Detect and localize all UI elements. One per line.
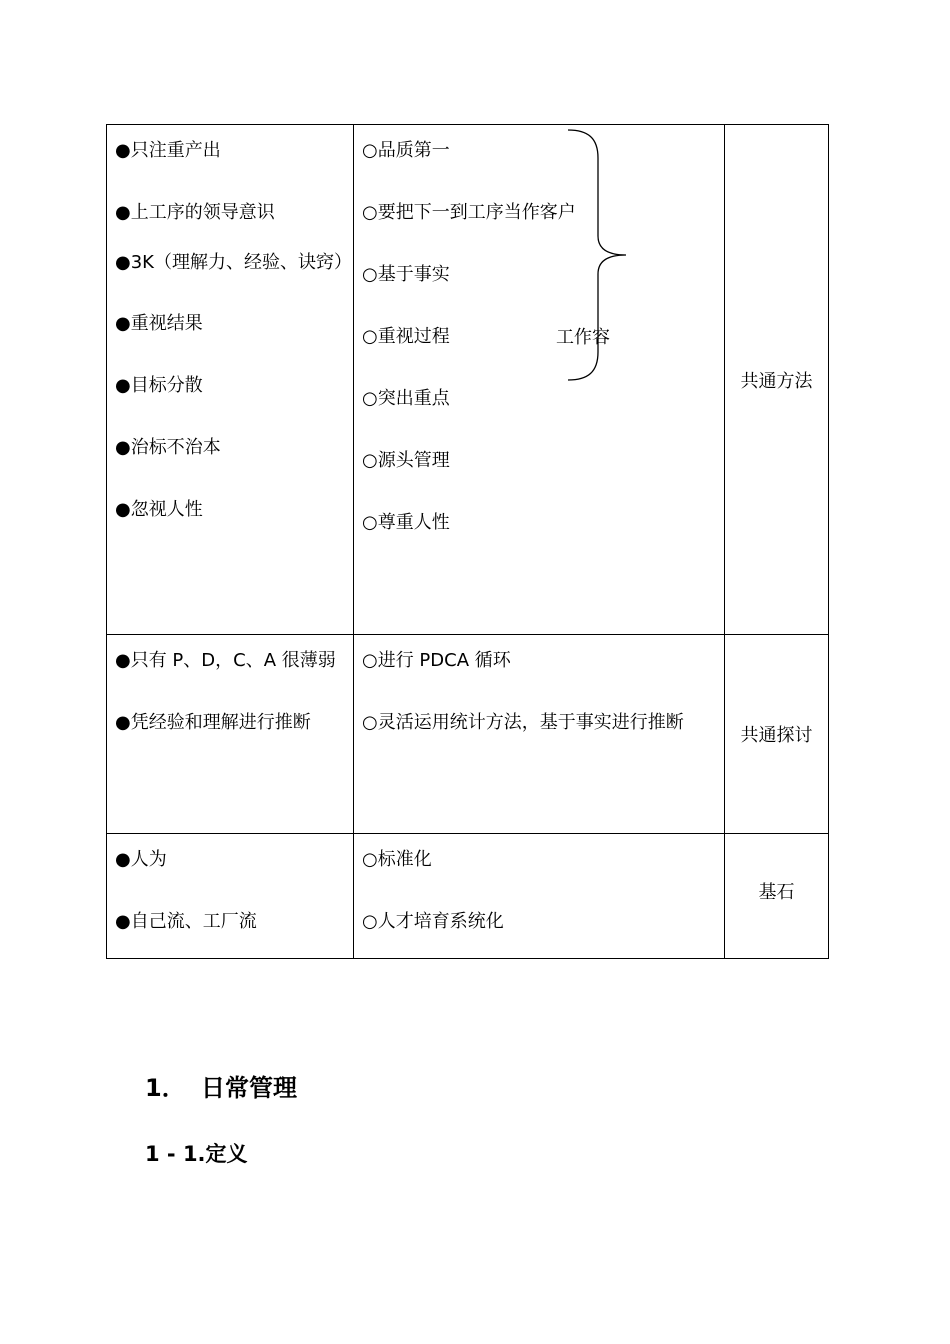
list-item	[115, 251, 352, 275]
table-cell-category: 共通方法	[725, 125, 829, 635]
list-item: ○重视过程	[362, 326, 450, 347]
list-item	[115, 649, 347, 673]
table-cell-problems	[107, 834, 354, 959]
table-cell-category: 基石	[725, 834, 829, 959]
table-row	[107, 635, 829, 834]
table-cell-problems	[107, 125, 354, 635]
list-item: ●重视结果	[115, 313, 203, 334]
list-item: ●凭经验和理解进行推断	[115, 712, 311, 733]
list-item: ●自己流、工厂流	[115, 911, 257, 932]
list-item: ○标准化	[362, 849, 432, 870]
list-item: ●目标分散	[115, 375, 203, 396]
section-title: 日常管理	[201, 1074, 297, 1102]
table-cell-solutions	[354, 125, 725, 635]
table-cell-category: 共通探讨	[725, 635, 829, 834]
section-heading	[145, 1072, 297, 1104]
list-item: ●忽视人性	[115, 499, 203, 520]
list-item: ●上工序的领导意识	[115, 202, 275, 223]
section-number: 1．	[145, 1074, 186, 1102]
list-item: ●人为	[115, 849, 167, 870]
comparison-table	[106, 124, 829, 959]
table-row	[107, 125, 829, 635]
list-item-text: ●只有 P、D，C、A 很薄弱	[115, 650, 336, 671]
table-row	[107, 834, 829, 959]
list-item: ●治标不治本	[115, 437, 221, 458]
subsection-heading: 1 - 1.定义	[145, 1142, 248, 1166]
list-item: ○进行 PDCA 循环	[362, 650, 511, 671]
list-item: ○人才培育系统化	[362, 911, 504, 932]
list-item: ○要把下一到工序当作客户	[362, 202, 576, 223]
list-item: ○源头管理	[362, 450, 450, 471]
table-cell-solutions	[354, 635, 725, 834]
list-item: ○品质第一	[362, 140, 450, 161]
list-item-text: ●3K（理解力、经验、诀窍）	[115, 252, 352, 273]
list-item: ○基于事实	[362, 264, 450, 285]
table-cell-problems	[107, 635, 354, 834]
brace-label: 工作容	[556, 327, 610, 348]
list-item: ○灵活运用统计方法，基于事实进行推断	[362, 712, 684, 733]
table-cell-solutions	[354, 834, 725, 959]
list-item: ○尊重人性	[362, 512, 450, 533]
list-item: ○突出重点	[362, 388, 450, 409]
list-item: ●只注重产出	[115, 140, 221, 161]
